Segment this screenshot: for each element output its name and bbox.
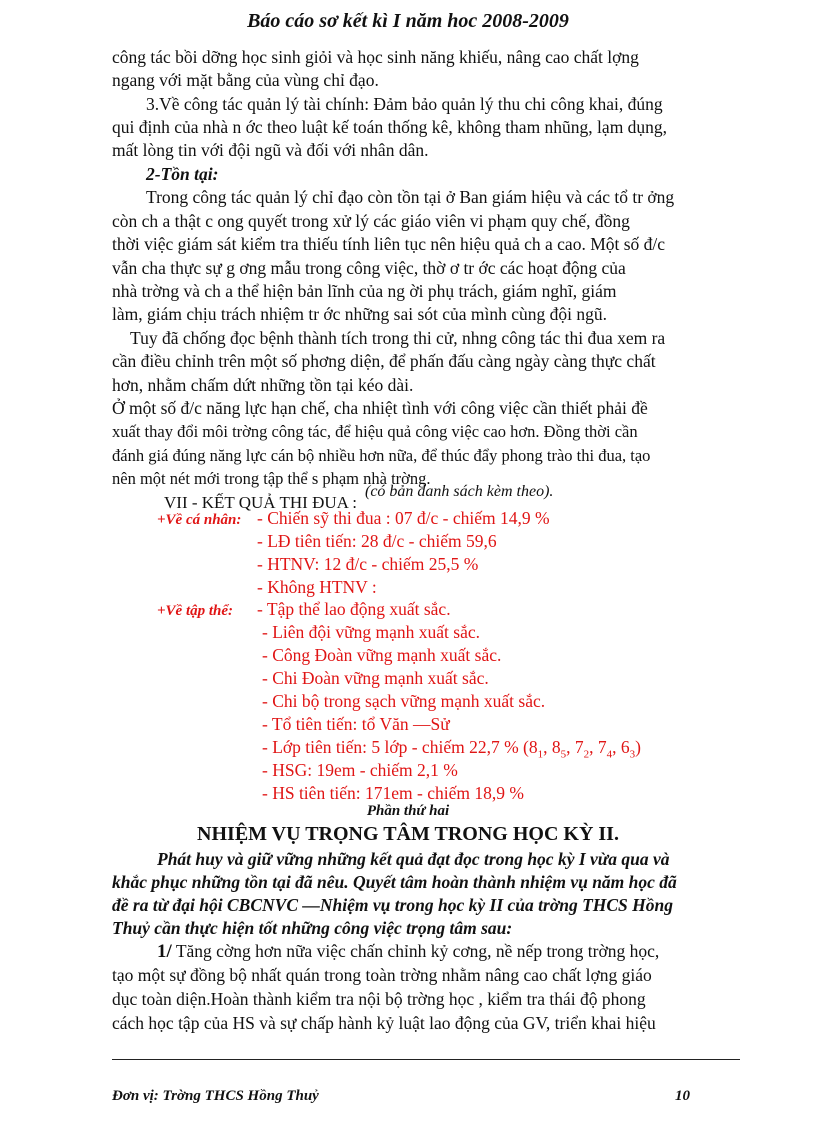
text-line: cách học tập của HS và sự chấp hành kỷ luật lao động của GV, triển khai hiệu [112, 1013, 656, 1033]
list-item-lop: - Lớp tiên tiến: 5 lớp - chiếm 22,7 % ($8_1$, $8_5$, $7_2$, $7_4$, $6_3$) [262, 737, 641, 761]
page-header: Báo cáo sơ kết kì I năm hoc 2008-2009 [247, 10, 569, 32]
list-item: - Công Đoàn vững mạnh xuất sắc. [262, 645, 502, 665]
text-line: Trong công tác quản lý chỉ đạo còn tồn tại ở Ban giám hiệu và các tổ tr ởng [146, 187, 675, 207]
text-line: 3.Về công tác quản lý tài chính: Đảm bảo quản lý thu chi công khai, đúng [146, 94, 663, 114]
section-note: (có bản danh sách kèm theo). [365, 483, 554, 500]
list-item: - HTNV: 12 đ/c - chiếm 25,5 % [257, 554, 479, 574]
text-line: dục toàn diện.Hoàn thành kiểm tra nội bộ trờng học , kiểm tra thái độ phong [112, 989, 646, 1009]
text-line: mất lòng tin với đội ngũ và đối với nhân dân. [112, 140, 429, 160]
text-line: nhà trờng và ch a thể hiện bản lĩnh của ng ời phụ trách, giám nghĩ, giám [112, 281, 617, 301]
page-number: 10 [675, 1088, 690, 1104]
text-line: hơn, nhằm chấm dứt những tồn tại kéo dài. [112, 375, 414, 395]
list-item: - Chi Đoàn vững mạnh xuất sắc. [262, 668, 489, 688]
item-number: 1/ [157, 941, 172, 962]
text-line: làm, giám chịu trách nhiệm tr ớc những sai sót của mình cùng đội ngũ. [112, 304, 608, 324]
text-line: vẫn cha thực sự g ơng mẫu trong công việc, thờ ơ tr ớc các hoạt động của [112, 258, 626, 278]
part-label: Phần thứ hai [366, 803, 450, 819]
ca-nhan-label: +Về cá nhân: [157, 512, 242, 528]
tap-the-label: +Về tập thể: [157, 603, 234, 619]
text-line: cần điều chỉnh trên một số phơng diện, để phấn đấu càng ngày càng thực chất [112, 351, 656, 371]
footer-rule [112, 1059, 740, 1060]
text-line: đánh giá đúng năng lực cán bộ nhiều hơn nữa, để thúc đẩy phong trào thi đua, tạo [112, 446, 651, 465]
text-line: còn ch a thật c ong quyết trong xử lý các giáo viên vi phạm quy chế, đồng [112, 211, 630, 231]
text-line: ngang với mặt bằng của vùng chỉ đạo. [112, 70, 379, 90]
text-line: qui định của nhà n ớc theo luật kế toán thống kê, không tham nhũng, lạm dụng, [112, 117, 668, 137]
text-line: Ở một số đ/c năng lực hạn chế, cha nhiệt tình với công việc cần thiết phải đề [112, 398, 648, 418]
section-heading: VII - KẾT QUẢ THI ĐUA : [164, 493, 357, 512]
footer-unit: Đơn vị: Trờng THCS Hồng Thuỷ [112, 1088, 319, 1104]
text-line: nên một nét mới trong tập thể s phạm nhà trờng. [112, 469, 431, 488]
text-line: Phát huy và giữ vững những kết quả đạt đọc trong học kỳ I vừa qua và [157, 849, 670, 869]
text-line: xuất thay đổi môi trờng công tác, để hiệu quả công việc cao hơn. Đồng thời cần [112, 422, 638, 441]
list-item: - Liên đội vững mạnh xuất sắc. [262, 622, 480, 642]
text-line: đề ra từ đại hội CBCNVC —Nhiệm vụ trong học kỳ II của trờng THCS Hồng [112, 895, 674, 915]
list-item: - HSG: 19em - chiếm 2,1 % [262, 760, 458, 780]
list-item: - HS tiên tiến: 171em - chiếm 18,9 % [262, 783, 524, 803]
part-title: NHIỆM VỤ TRỌNG TÂM TRONG HỌC KỲ II. [197, 823, 619, 845]
text-line: Thuỷ cần thực hiện tốt những công việc trọng tâm sau: [112, 918, 513, 938]
text-line: công tác bồi dỡng học sinh giỏi và học sinh năng khiếu, nâng cao chất lợng [112, 47, 639, 67]
list-item: - Tập thể lao động xuất sắc. [257, 599, 451, 619]
section-heading: 2-Tồn tại: [146, 164, 219, 184]
text-line: Tuy đã chống đọc bệnh thành tích trong thi cử, nhng công tác thi đua xem ra [130, 328, 666, 348]
text-line: khắc phục những tồn tại đã nêu. Quyết tâm hoàn thành nhiệm vụ năm học đã [112, 872, 677, 892]
list-item: - Tổ tiên tiến: tổ Văn —Sử [262, 714, 450, 734]
text-line: thời việc giám sát kiểm tra thiếu tính liên tục nên hiệu quả ch a cao. Một số đ/c [112, 234, 666, 254]
list-item: - Không HTNV : [257, 577, 377, 597]
list-item: - Chiến sỹ thi đua : 07 đ/c - chiếm 14,9 % [257, 508, 550, 528]
item-1: 1/ Tăng cờng hơn nữa việc chấn chỉnh kỷ cơng, nề nếp trong trờng học, [157, 941, 660, 962]
text-line: tạo một sự đồng bộ nhất quán trong toàn trờng nhằm nâng cao chất lợng giáo [112, 965, 652, 985]
list-item: - Chi bộ trong sạch vững mạnh xuất sắc. [262, 691, 546, 711]
list-item: - LĐ tiên tiến: 28 đ/c - chiếm 59,6 [257, 531, 497, 551]
